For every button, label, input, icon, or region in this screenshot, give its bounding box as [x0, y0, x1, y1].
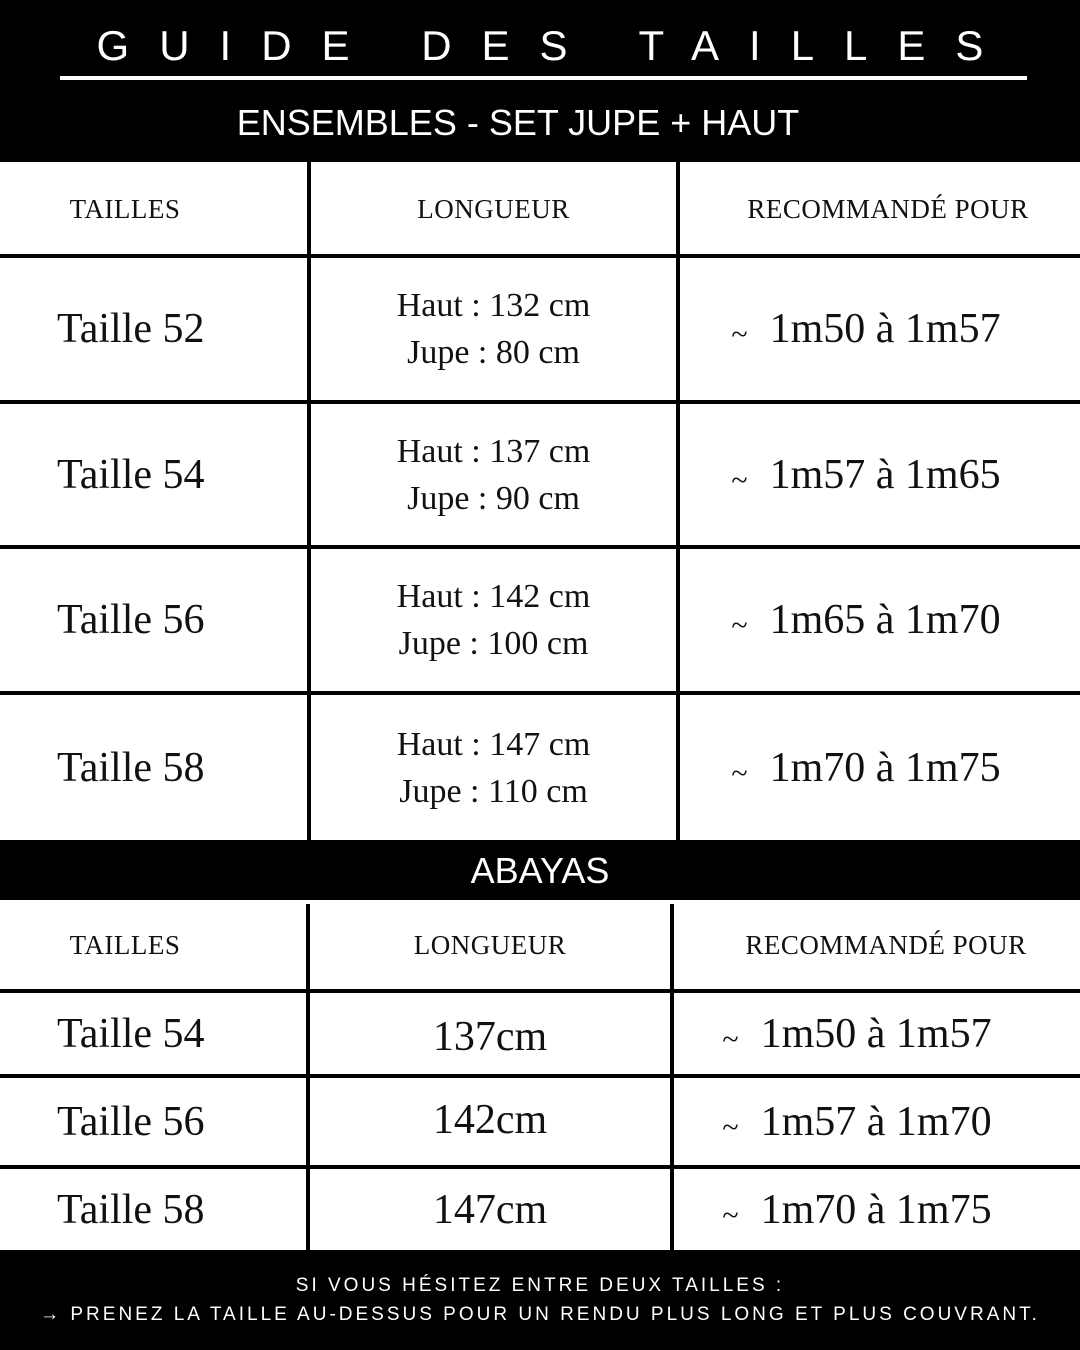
footer-line-2: → PRENEZ LA TAILLE AU-DESSUS POUR UN RENDU PLUS LONG ET PLUS COUVRANT. — [40, 1304, 1040, 1325]
approx-symbol: ~ — [722, 1022, 739, 1056]
table-row-recommended — [674, 993, 1080, 1074]
footer-line-1: SI VOUS HÉSITEZ ENTRE DEUX TAILLES : — [295, 1275, 785, 1296]
table-row-length: 137cm — [432, 1013, 548, 1060]
table-row-size: Taille 52 — [57, 306, 205, 352]
table-row-size: Taille 54 — [57, 1010, 205, 1057]
ensembles-table — [0, 162, 1080, 840]
column-header-recommended: RECOMMANDÉ POUR — [745, 930, 1027, 960]
table-row-recommended — [674, 1169, 1080, 1250]
skirt-length: Jupe : 80 cm — [407, 334, 580, 371]
column-header-sizes: TAILLES — [69, 930, 181, 960]
section-title-ensembles: ENSEMBLES - SET JUPE + HAUT — [0, 80, 1080, 162]
approx-symbol: ~ — [722, 1198, 739, 1232]
abayas-table — [0, 900, 1080, 1250]
column-header-sizes: TAILLES — [69, 193, 181, 224]
approx-symbol: ~ — [731, 609, 748, 642]
column-header-length: LONGUEUR — [417, 193, 570, 224]
table-row-size: Taille 56 — [57, 597, 205, 643]
top-length: Haut : 147 cm — [396, 725, 591, 763]
table-row-recommended — [680, 258, 1080, 400]
table-row-recommended — [680, 549, 1080, 691]
table-row-length — [311, 695, 676, 840]
approx-symbol: ~ — [731, 756, 748, 790]
table-row-recommended — [680, 695, 1080, 840]
table-row-length — [311, 404, 676, 545]
table-row-length: 142cm — [432, 1096, 548, 1143]
height-range: 1m50 à 1m57 — [769, 306, 1001, 352]
height-range: 1m50 à 1m57 — [760, 1010, 992, 1057]
height-range: 1m57 à 1m65 — [769, 451, 1001, 498]
table-row-length — [311, 549, 676, 691]
approx-symbol: ~ — [731, 463, 748, 497]
page-title: GUIDE DES TAILLES — [0, 0, 1080, 80]
table-row-length: 147cm — [432, 1186, 548, 1233]
height-range: 1m70 à 1m75 — [760, 1186, 992, 1233]
table-row-size: Taille 58 — [57, 1186, 205, 1233]
table-row-recommended — [674, 1078, 1080, 1165]
height-range: 1m65 à 1m70 — [769, 597, 1001, 643]
table-row-size: Taille 54 — [57, 451, 205, 498]
footer-note — [0, 1250, 1080, 1350]
section-title-abayas: ABAYAS — [0, 842, 1080, 900]
approx-symbol: ~ — [722, 1110, 739, 1144]
table-row-recommended — [680, 404, 1080, 545]
approx-symbol: ~ — [731, 318, 748, 351]
top-length: Haut : 137 cm — [396, 432, 591, 470]
top-length: Haut : 142 cm — [396, 578, 591, 615]
table-row-size: Taille 56 — [57, 1098, 205, 1145]
table-row-length — [311, 258, 676, 400]
height-range: 1m57 à 1m70 — [760, 1098, 992, 1145]
column-header-recommended: RECOMMANDÉ POUR — [747, 193, 1029, 224]
top-length: Haut : 132 cm — [396, 287, 591, 324]
column-header-length: LONGUEUR — [413, 930, 567, 960]
skirt-length: Jupe : 90 cm — [407, 479, 580, 517]
skirt-length: Jupe : 100 cm — [398, 625, 589, 662]
table-row-size: Taille 58 — [57, 744, 205, 791]
skirt-length: Jupe : 110 cm — [399, 772, 588, 810]
height-range: 1m70 à 1m75 — [769, 744, 1001, 791]
